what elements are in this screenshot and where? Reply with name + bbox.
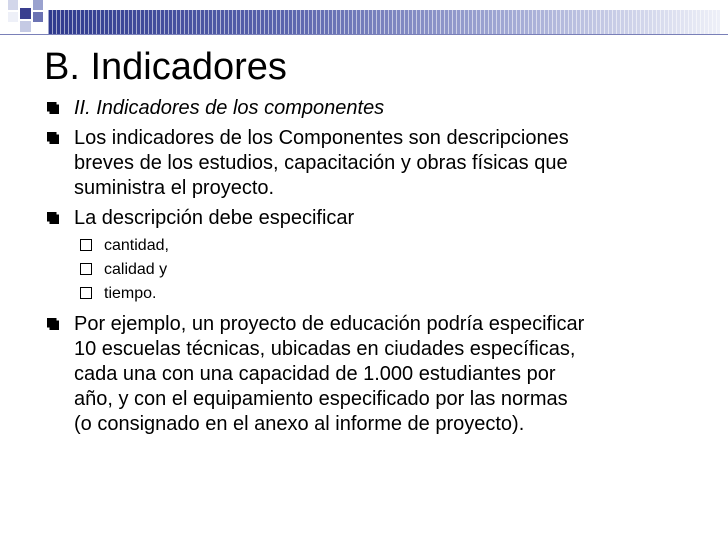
bullet-item	[0, 206, 728, 231]
bullet-item	[0, 96, 728, 121]
hollow-square-bullet-icon	[80, 263, 92, 275]
bullet-text-line: cada una con una capacidad de 1.000 estudiantes por	[74, 363, 556, 385]
bullet-text-line: (o consignado en el anexo al informe de proyecto).	[74, 413, 525, 435]
bullet-text-line: 10 escuelas técnicas, ubicadas en ciudades específicas,	[74, 338, 576, 360]
decor-square	[33, 0, 43, 10]
decor-square	[8, 0, 18, 10]
sub-bullet-item	[0, 236, 728, 256]
hollow-square-bullet-icon	[80, 287, 92, 299]
sub-bullet-item	[0, 260, 728, 280]
bullet-text-line: año, y con el equipamiento especificado por las normas	[74, 388, 568, 410]
bullet-item	[0, 126, 728, 201]
decor-square	[33, 12, 43, 22]
filled-square-bullet-icon	[47, 132, 59, 144]
bullet-text-line: suministra el proyecto.	[74, 177, 275, 199]
header-stripe	[48, 10, 720, 34]
filled-square-bullet-icon	[47, 102, 59, 114]
bullet-text-line: Por ejemplo, un proyecto de educación podría especificar	[74, 313, 585, 335]
bullet-text: La descripción debe especificar	[74, 207, 355, 229]
bullet-item	[0, 312, 728, 437]
bullet-list	[0, 96, 728, 442]
sub-bullet-text: tiempo.	[104, 285, 157, 302]
bullet-text-line: Los indicadores de los Componentes son descripciones	[74, 127, 569, 149]
decor-square	[20, 21, 31, 32]
sub-bullet-item	[0, 284, 728, 304]
bullet-text: II. Indicadores de los componentes	[74, 97, 385, 119]
slide-title: B. Indicadores	[44, 46, 287, 88]
decor-square	[8, 12, 18, 22]
sub-bullet-text: calidad y	[104, 261, 168, 278]
hollow-square-bullet-icon	[80, 239, 92, 251]
sub-bullet-text: cantidad,	[104, 237, 169, 254]
filled-square-bullet-icon	[47, 318, 59, 330]
bullet-text-line: breves de los estudios, capacitación y obras físicas que	[74, 152, 568, 174]
title-divider	[0, 34, 728, 35]
decor-square	[20, 8, 31, 19]
filled-square-bullet-icon	[47, 212, 59, 224]
